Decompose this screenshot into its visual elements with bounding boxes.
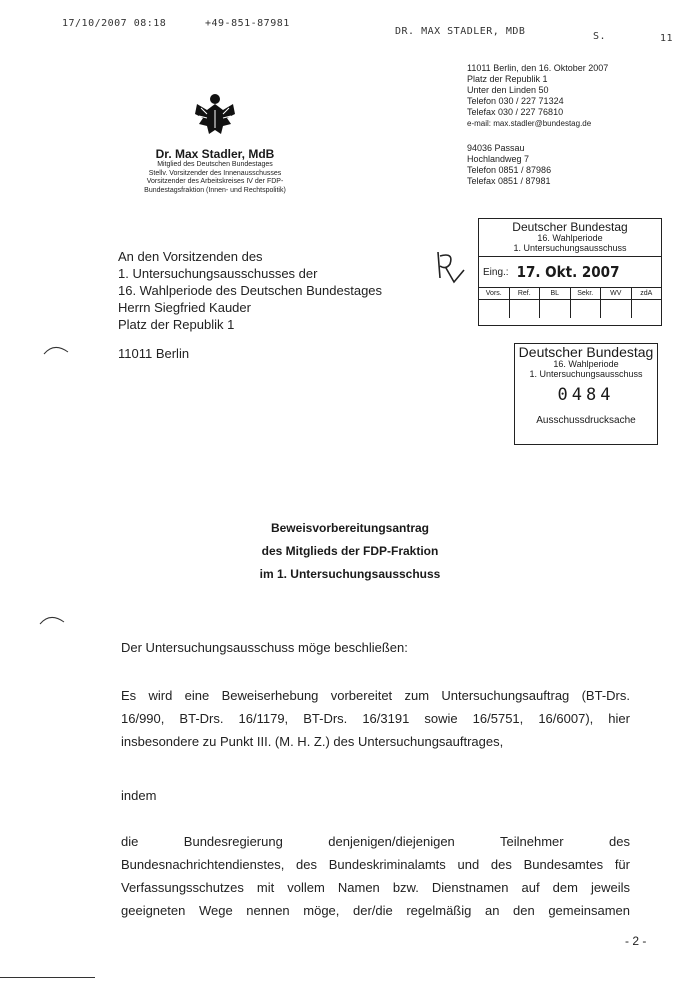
federal-eagle-icon	[193, 90, 237, 138]
punch-mark-icon	[38, 612, 68, 631]
fax-phone: +49-851-87981	[205, 18, 290, 29]
sender-line: Mitglied des Deutschen Bundestages	[157, 161, 273, 168]
page-marker: - 2 -	[625, 934, 647, 948]
sender-line: Bundestagsfraktion (Innen- und Rechtspolitik)	[144, 186, 286, 194]
stamp-line: 16. Wahlperiode	[537, 233, 603, 243]
stamp-line: 1. Untersuchungsausschuss	[529, 369, 643, 379]
eing-label: Eing.:	[483, 266, 509, 278]
contact-line: Telefax 030 / 227 76810	[467, 107, 564, 117]
recipient-line: Herrn Siegfried Kauder	[118, 300, 251, 315]
sender-line: Vorsitzender des Arbeitskreises IV der FDP-	[146, 178, 284, 185]
intro-text: Der Untersuchungsausschuss möge beschließen:	[121, 640, 408, 655]
body-line: insbesondere zu Punkt III. (M. H. Z.) des Untersuchungsauftrages,	[121, 734, 504, 749]
routing-grid	[479, 287, 661, 299]
routing-cell: Sekr.	[571, 288, 602, 299]
committee-doc-stamp	[514, 343, 658, 445]
sender-block	[110, 147, 320, 195]
contact-line: Telefax 0851 / 87981	[467, 176, 551, 186]
punch-mark-icon	[42, 342, 72, 361]
contact-line: Platz der Republik 1	[467, 74, 548, 84]
routing-grid-empty	[479, 299, 661, 318]
routing-cell: Ref.	[510, 288, 541, 299]
recipient-address	[118, 248, 382, 333]
indem-text: indem	[121, 788, 157, 803]
recipient-city: 11011 Berlin	[118, 346, 190, 361]
body-line: Verfassungsschutzes mit vollem Namen bzw. Dienstnamen auf dem jeweils	[121, 880, 630, 895]
recipient-line: 16. Wahlperiode des Deutschen Bundestages	[118, 283, 383, 298]
paragraph-1	[121, 684, 630, 753]
eing-date: 17. Okt. 2007	[516, 263, 620, 281]
body-line: 16/990, BT-Drs. 16/1179, BT-Drs. 16/3191 sowie 16/5751, 16/6007), hier	[121, 711, 630, 726]
routing-cell: zdA	[640, 290, 653, 297]
stamp-title: Deutscher Bundestag	[518, 344, 654, 360]
contact-berlin	[467, 63, 608, 129]
fax-page-number: 11	[660, 33, 674, 44]
body-line: Es wird eine Beweiserhebung vorbereitet zum Untersuchungsauftrag (BT-Drs.	[121, 688, 630, 703]
title-line: Beweisvorbereitungsantrag	[270, 521, 430, 535]
stamp-line: 16. Wahlperiode	[553, 359, 619, 369]
recipient-line: 1. Untersuchungsausschusses der	[118, 266, 318, 281]
routing-cell: BL	[540, 288, 571, 299]
body-line: geeigneten Wege nennen möge, der/die regelmäßig an den gemeinsamen	[121, 903, 630, 918]
body-line: die Bundesregierung denjenigen/diejenigen Teilnehmer des	[121, 834, 630, 849]
doc-label: Ausschussdrucksache	[536, 415, 636, 426]
contact-line: Unter den Linden 50	[467, 85, 549, 95]
fax-sender: DR. MAX STADLER, MDB	[395, 26, 526, 37]
contact-passau	[467, 143, 551, 187]
handwritten-initials-icon	[432, 248, 468, 293]
contact-line: Telefon 030 / 227 71324	[467, 96, 564, 106]
sender-line: Stellv. Vorsitzender des Innenausschusses	[148, 169, 282, 177]
fax-datetime: 17/10/2007 08:18	[62, 18, 167, 29]
body-line: Bundesnachrichtendienstes, des Bundeskriminalamts und des Bundesamtes für	[121, 857, 630, 872]
recipient-line: An den Vorsitzenden des	[118, 249, 263, 264]
paragraph-2	[121, 830, 630, 922]
stamp-title: Deutscher Bundestag	[512, 220, 628, 234]
contact-line: Hochlandweg 7	[467, 154, 530, 164]
document-title	[0, 517, 700, 586]
stamp-line: 1. Untersuchungsausschuss	[513, 243, 627, 253]
fax-s-label: S.	[593, 31, 607, 42]
title-line: des Mitglieds der FDP-Fraktion	[261, 544, 439, 558]
received-stamp	[478, 218, 662, 326]
title-line: im 1. Untersuchungsausschuss	[259, 567, 441, 581]
bottom-edge-line	[0, 977, 95, 978]
contact-line: Telefon 0851 / 87986	[467, 165, 552, 175]
doc-number: 0484	[557, 385, 615, 405]
routing-cell: Vors.	[479, 288, 510, 299]
contact-line: 11011 Berlin, den 16. Oktober 2007	[467, 63, 609, 73]
sender-name: Dr. Max Stadler, MdB	[155, 147, 275, 161]
contact-email: e-mail: max.stadler@bundestag.de	[467, 119, 592, 128]
routing-cell: WV	[601, 288, 632, 299]
contact-line: 94036 Passau	[467, 143, 525, 153]
recipient-line: Platz der Republik 1	[118, 317, 235, 332]
